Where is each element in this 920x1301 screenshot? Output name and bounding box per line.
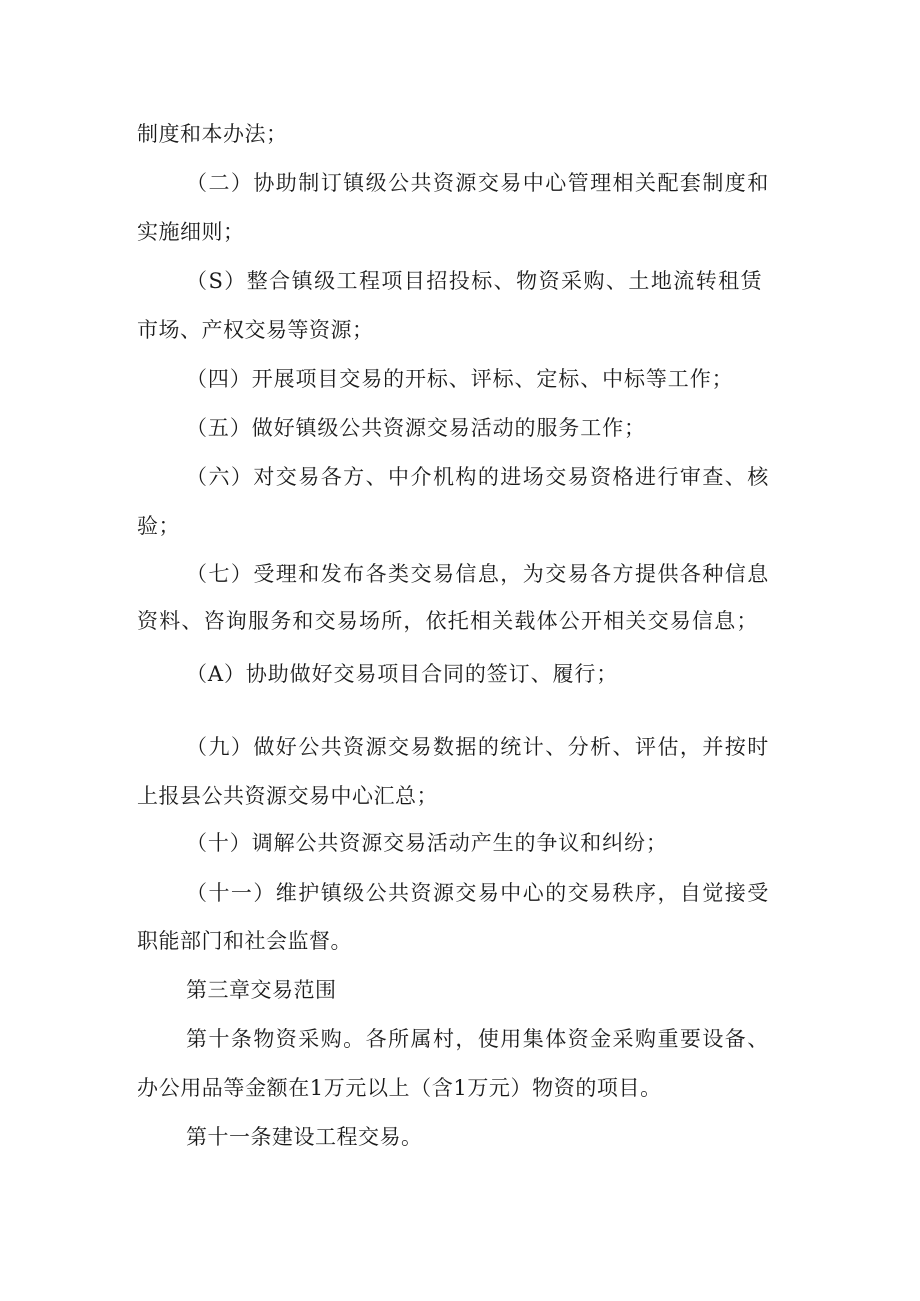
text-line: （七）受理和发布各类交易信息，为交易各方提供各种信息 [186,562,770,586]
chapter-heading: 第三章交易范围 [186,978,337,1002]
text-line: 资料、咨询服务和交易场所，依托相关载体公开相关交易信息； [137,609,759,633]
text-line: （四）开展项目交易的开标、评标、定标、中标等工作； [186,367,734,391]
text-line: （九）做好公共资源交易数据的统计、分析、评估，并按时 [186,735,770,759]
text-line: 第十一条建设工程交易。 [186,1125,423,1149]
text-line: （二）协助制订镇级公共资源交易中心管理相关配套制度和 [186,171,770,195]
text-line: （十）调解公共资源交易活动产生的争议和纠纷； [186,831,668,855]
text-line: 制度和本办法； [137,122,288,146]
text-line: 上报县公共资源交易中心汇总； [137,784,438,808]
text-line: 市场、产权交易等资源； [137,318,374,342]
text-line: （六）对交易各方、中介机构的进场交易资格进行审查、核 [186,465,770,489]
text-line: （十一）维护镇级公共资源交易中心的交易秩序，自觉接受 [186,881,770,905]
text-line: （S）整合镇级工程项目招投标、物资采购、土地流转租赁 [186,269,764,293]
text-line: 验； [137,514,180,538]
text-line: 办公用品等金额在1万元以上（含1万元）物资的项目。 [137,1076,662,1100]
text-line: （五）做好镇级公共资源交易活动的服务工作； [186,416,646,440]
text-line: （A）协助做好交易项目合同的签订、履行； [186,662,619,686]
text-line: 实施细则； [137,220,245,244]
text-line: 职能部门和社会监督。 [137,929,352,953]
text-line: 第十条物资采购。各所属村，使用集体资金采购重要设备、 [186,1027,770,1051]
